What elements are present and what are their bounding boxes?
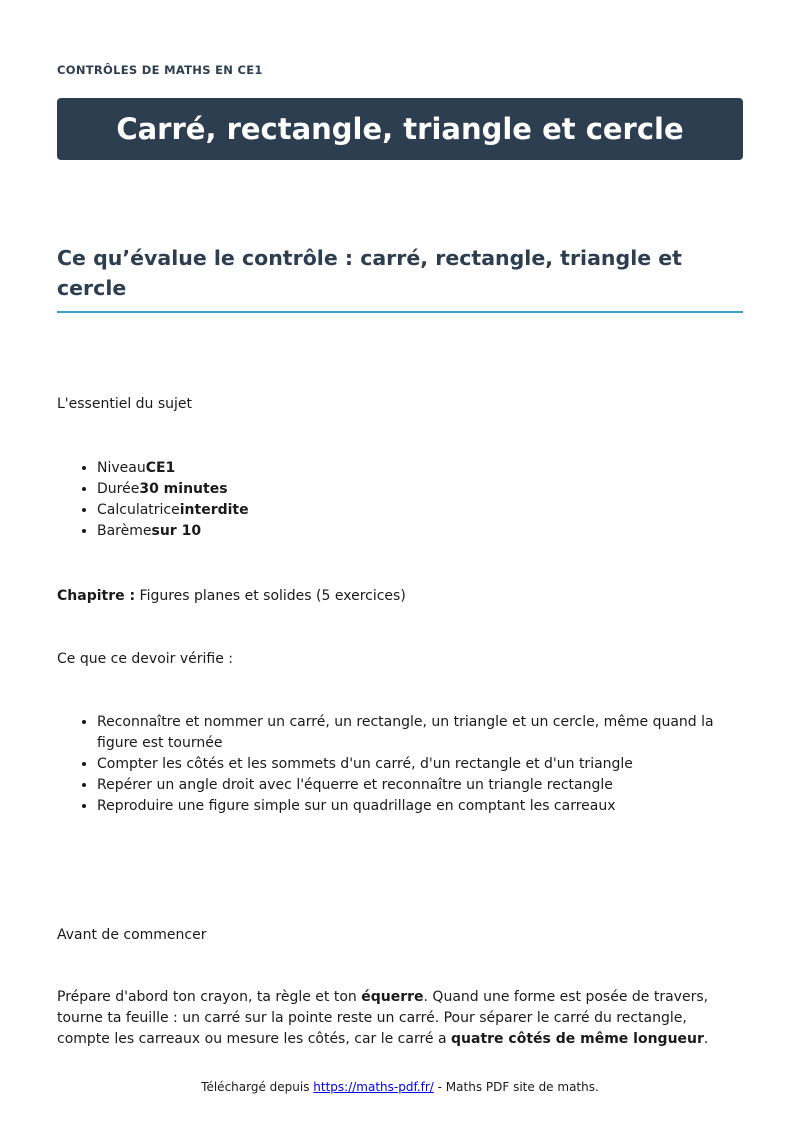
footer-suffix: - Maths PDF site de maths. [433, 1080, 599, 1094]
before-text-1: Prépare d'abord ton crayon, ta règle et ton [57, 989, 362, 1005]
footer-prefix: Téléchargé depuis [201, 1080, 314, 1094]
before-paragraph [57, 987, 743, 1050]
checks-item: • Reconnaître et nommer un carré, un rectangle, un triangle et un cercle, même quand la figure est tournée [97, 712, 743, 754]
chapter-label: Chapitre : [57, 588, 136, 604]
chapter-line [57, 586, 406, 607]
essentials-item-label: Niveau [97, 460, 146, 476]
checks-item: • Compter les côtés et les sommets d'un carré, d'un rectangle et d'un triangle [97, 754, 743, 775]
essentials-item-value: sur 10 [151, 523, 202, 539]
essentials-intro: L'essentiel du sujet [57, 396, 193, 412]
before-text-2: . Quand une forme est posée de travers, tourne ta feuille : un carré sur la pointe reste un carré. Pour séparer le carré du rectangle, compte les carreaux ou mesure les côtés, car le carré a [57, 989, 709, 1047]
essentials-item [97, 479, 743, 500]
checks-intro: Ce que ce devoir vérifie : [57, 651, 234, 667]
essentials-item [97, 458, 743, 479]
checks-item: • Repérer un angle droit avec l'équerre et reconnaître un triangle rectangle [97, 775, 743, 796]
essentials-item-value: interdite [179, 502, 249, 518]
chapter-text: Figures planes et solides (5 exercices) [135, 588, 406, 604]
checks-item: • Reproduire une figure simple sur un quadrillage en comptant les carreaux [97, 796, 743, 817]
footer-link[interactable]: https://maths-pdf.fr/ [313, 1080, 434, 1094]
section-heading: Ce qu’évalue le contrôle : carré, rectangle, triangle et cercle [57, 243, 743, 313]
before-heading: Avant de commencer [57, 927, 207, 943]
before-bold-2: quatre côtés de même longueur [451, 1031, 704, 1047]
essentials-item-value: 30 minutes [139, 481, 228, 497]
essentials-list [57, 458, 743, 542]
page-title: Carré, rectangle, triangle et cercle [116, 112, 684, 146]
before-text-3: . [703, 1031, 709, 1047]
before-bold-1: équerre [361, 989, 424, 1005]
essentials-item-value: CE1 [145, 460, 176, 476]
document-kicker: CONTRÔLES DE MATHS EN CE1 [57, 63, 263, 77]
essentials-item-label: Barème [97, 523, 152, 539]
essentials-item-label: Calculatrice [97, 502, 180, 518]
title-banner [57, 98, 743, 160]
checks-list [57, 712, 743, 817]
page-footer [0, 1080, 800, 1094]
essentials-item [97, 500, 743, 521]
essentials-item [97, 521, 743, 542]
essentials-item-label: Durée [97, 481, 140, 497]
